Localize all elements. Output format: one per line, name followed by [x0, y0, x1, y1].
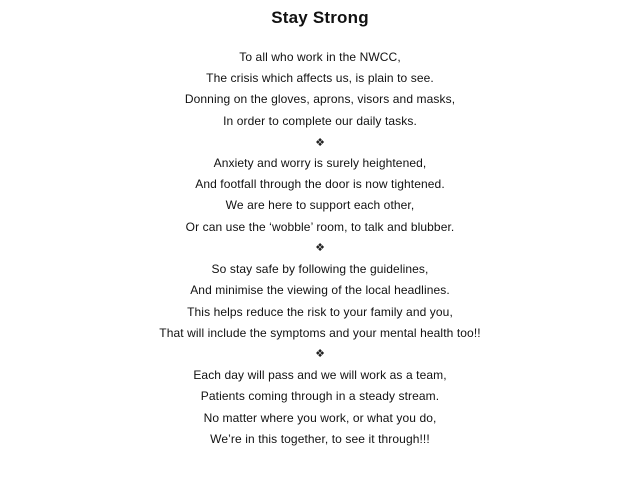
stanza-separator-icon: ❖: [315, 242, 325, 254]
poem-line: Anxiety and worry is surely heightened,: [213, 156, 427, 170]
stanza-separator-icon: ❖: [315, 137, 325, 149]
poem-title: Stay Strong: [271, 8, 369, 27]
stanza-separator-icon: ❖: [315, 348, 325, 360]
poem-line: No matter where you work, or what you do,: [203, 411, 437, 425]
poem-line: This helps reduce the risk to your family and you,: [187, 305, 453, 319]
poem-line: So stay safe by following the guidelines,: [211, 262, 429, 276]
poem-line: We are here to support each other,: [225, 198, 415, 212]
poem-line: In order to complete our daily tasks.: [223, 114, 417, 128]
poem-line: Donning on the gloves, aprons, visors and masks,: [184, 92, 456, 106]
poem-line: Or can use the ‘wobble’ room, to talk and blubber.: [185, 220, 455, 234]
poem-line: Each day will pass and we will work as a team,: [193, 368, 447, 382]
poem-line: And minimise the viewing of the local headlines.: [190, 283, 450, 297]
poem-line: To all who work in the NWCC,: [239, 50, 401, 64]
poem-line: That will include the symptoms and your mental health too!!: [159, 326, 481, 340]
poem-line: And footfall through the door is now tightened.: [195, 177, 445, 191]
poem-line: The crisis which affects us, is plain to see.: [206, 71, 434, 85]
poem-line: Patients coming through in a steady stream.: [200, 389, 440, 403]
poem-line: We’re in this together, to see it through!!!: [210, 432, 430, 446]
